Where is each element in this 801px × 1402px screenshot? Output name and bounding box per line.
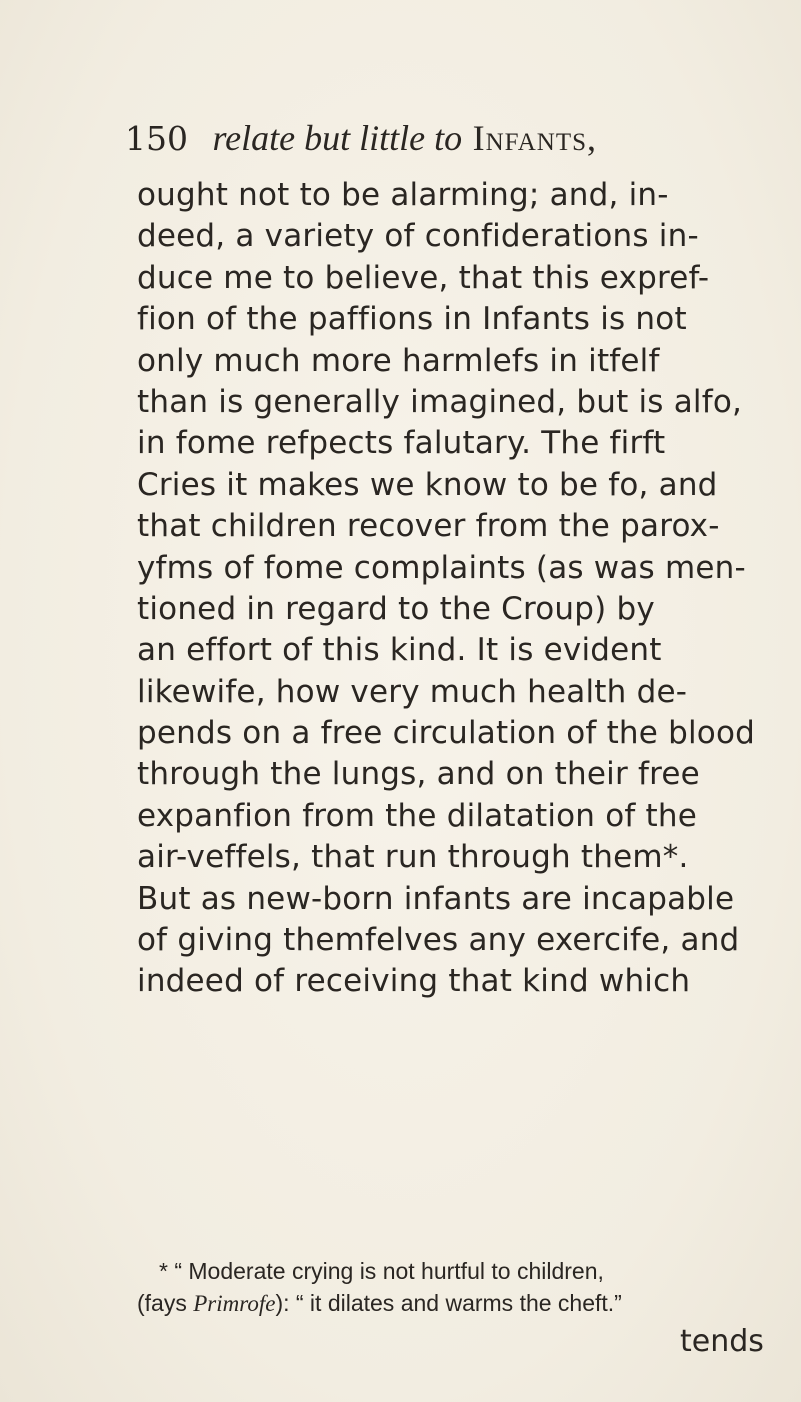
footnote xyxy=(137,1255,777,1320)
text-line: ought not to be alarming; and, in- xyxy=(137,177,669,213)
text-line: But as new-born infants are incapable xyxy=(137,880,735,917)
text-line: duce me to believe, that this expref- xyxy=(137,259,710,296)
footnote-author: Primrofe xyxy=(193,1291,276,1316)
text-line: indeed of receiving that kind which xyxy=(137,963,691,1000)
text-line: of giving themfelves any exercife, and xyxy=(137,922,740,959)
text-line: pends on a free circulation of the blood xyxy=(137,715,755,752)
footnote-line-2 xyxy=(137,1287,777,1320)
text-line: only much more harmlefs in itfelf xyxy=(137,342,660,379)
text-line: that children recover from the parox- xyxy=(137,508,720,545)
text-line: an effort of this kind. It is evident xyxy=(137,632,662,669)
text-line: tioned in regard to the Croup) by xyxy=(137,590,655,627)
text-line: deed, a variety of confiderations in- xyxy=(137,218,699,255)
running-title: relate but little to xyxy=(212,118,463,158)
body-text xyxy=(137,175,777,1003)
footnote-quote: ): “ it dilates and warms the cheft.” xyxy=(275,1290,622,1316)
running-header xyxy=(125,118,597,159)
catchword: tends xyxy=(680,1324,764,1359)
text-line: air-veffels, that run through them*. xyxy=(137,839,689,876)
text-line: in fome refpects falutary. The firft xyxy=(137,425,666,462)
text-line: fion of the paffions in Infants is not xyxy=(137,301,687,338)
page-number: 150 xyxy=(125,119,188,158)
footnote-prefix: (fays xyxy=(137,1290,194,1316)
text-line: yfms of fome complaints (as was men- xyxy=(137,549,746,586)
footnote-line-1: * “ Moderate crying is not hurtful to children, xyxy=(159,1258,604,1284)
text-line: Cries it makes we know to be fo, and xyxy=(137,466,718,503)
text-line: than is generally imagined, but is alfo, xyxy=(137,383,743,420)
text-line: expanfion from the dilatation of the xyxy=(137,797,698,834)
text-line: likewife, how very much health de- xyxy=(137,673,688,710)
running-title-caps: Infants, xyxy=(472,118,598,158)
text-line: through the lungs, and on their free xyxy=(137,756,700,793)
